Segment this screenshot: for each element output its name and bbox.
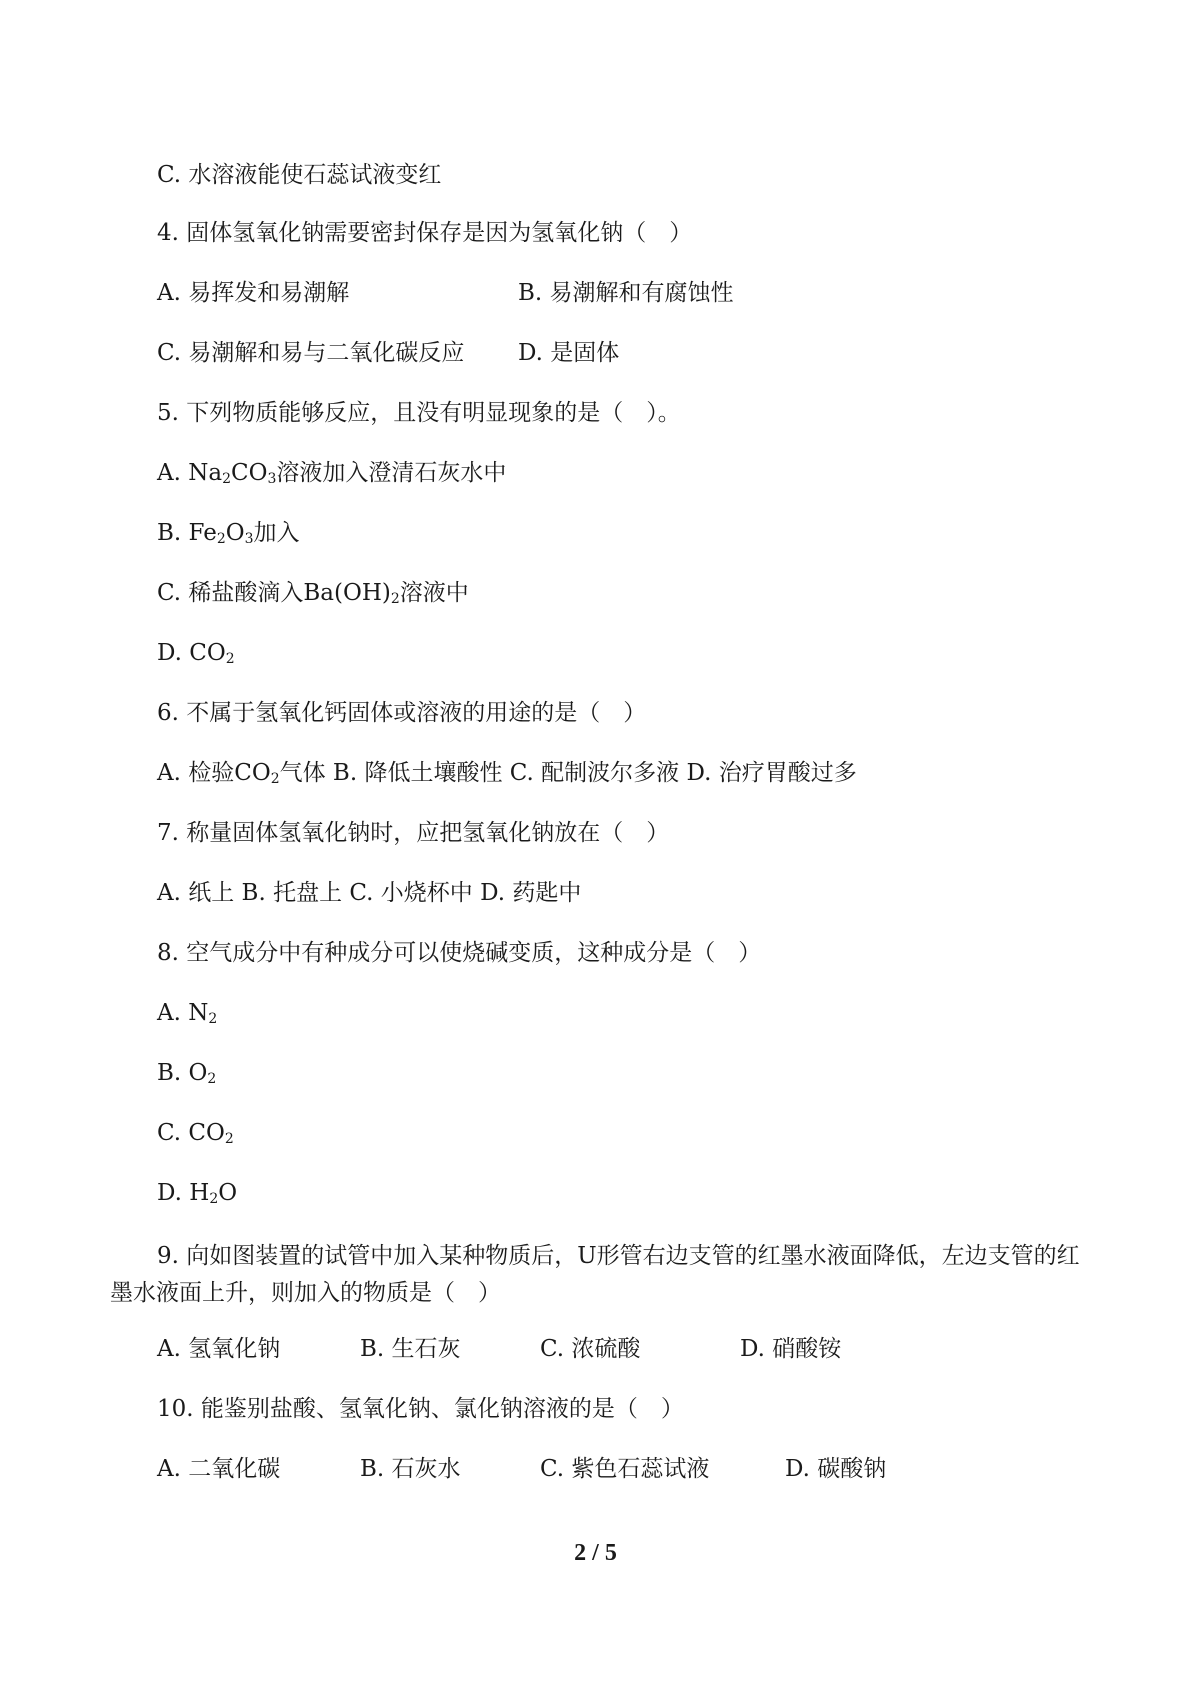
q9-option-a: A. 氢氧化钠 <box>157 1336 281 1362</box>
q4-option-c: C. 易潮解和易与二氧化碳反应 <box>157 340 465 366</box>
q7-stem: 7. 称量固体氢氧化钠时，应把氢氧化钠放在（ ） <box>157 820 670 846</box>
q6-stem: 6. 不属于氢氧化钙固体或溶液的用途的是（ ） <box>157 700 647 726</box>
q8-option-a: A. $N_2$ <box>157 1000 218 1027</box>
q4-option-d: D. 是固体 <box>518 340 620 366</box>
q10-option-c: C. 紫色石蕊试液 <box>540 1456 710 1482</box>
q9-option-b: B. 生石灰 <box>360 1336 461 1362</box>
q10-option-d: D. 碳酸钠 <box>785 1456 887 1482</box>
q9-option-c: C. 浓硫酸 <box>540 1336 641 1362</box>
q4-stem: 4. 固体氢氧化钠需要密封保存是因为氢氧化钠（ ） <box>157 220 693 246</box>
q10-option-a: A. 二氧化碳 <box>157 1456 281 1482</box>
q8-stem: 8. 空气成分中有种成分可以使烧碱变质，这种成分是（ ） <box>157 940 762 966</box>
q6-options: A. 检验$CO_2$气体 B. 降低土壤酸性 C. 配制波尔多液 D. 治疗胃酸过多 <box>157 760 857 787</box>
q5-option-d: D. $CO_2$ <box>157 640 235 667</box>
q7-options: A. 纸上 B. 托盘上 C. 小烧杯中 D. 药匙中 <box>157 880 582 906</box>
q9-option-d: D. 硝酸铵 <box>740 1336 842 1362</box>
q10-option-b: B. 石灰水 <box>360 1456 461 1482</box>
q5-option-b: B. $Fe_2O_3$加入 <box>157 520 300 547</box>
q5-option-a: A. $Na_2CO_3$溶液加入澄清石灰水中 <box>157 460 507 487</box>
q9-stem: 9. 向如图装置的试管中加入某种物质后，U形管右边支管的红墨水液面降低，左边支管的红墨水液面上升，则加入的物质是（ ） <box>110 1243 1080 1306</box>
q10-stem: 10. 能鉴别盐酸、氢氧化钠、氯化钠溶液的是（ ） <box>157 1396 684 1422</box>
q4-option-b: B. 易潮解和有腐蚀性 <box>518 280 734 306</box>
q8-option-d: D. $H_2O$ <box>157 1180 238 1207</box>
q5-stem: 5. 下列物质能够反应，且没有明显现象的是（ ）。 <box>157 400 681 426</box>
q5-option-c: C. 稀盐酸滴入$Ba(OH)_2$溶液中 <box>157 580 469 607</box>
q8-option-c: C. $CO_2$ <box>157 1120 234 1147</box>
page-number: 2 / 5 <box>574 1540 617 1566</box>
q4-option-a: A. 易挥发和易潮解 <box>157 280 350 306</box>
q3-option-c: C. 水溶液能使石蕊试液变红 <box>157 162 442 188</box>
q8-option-b: B. $O_2$ <box>157 1060 217 1087</box>
